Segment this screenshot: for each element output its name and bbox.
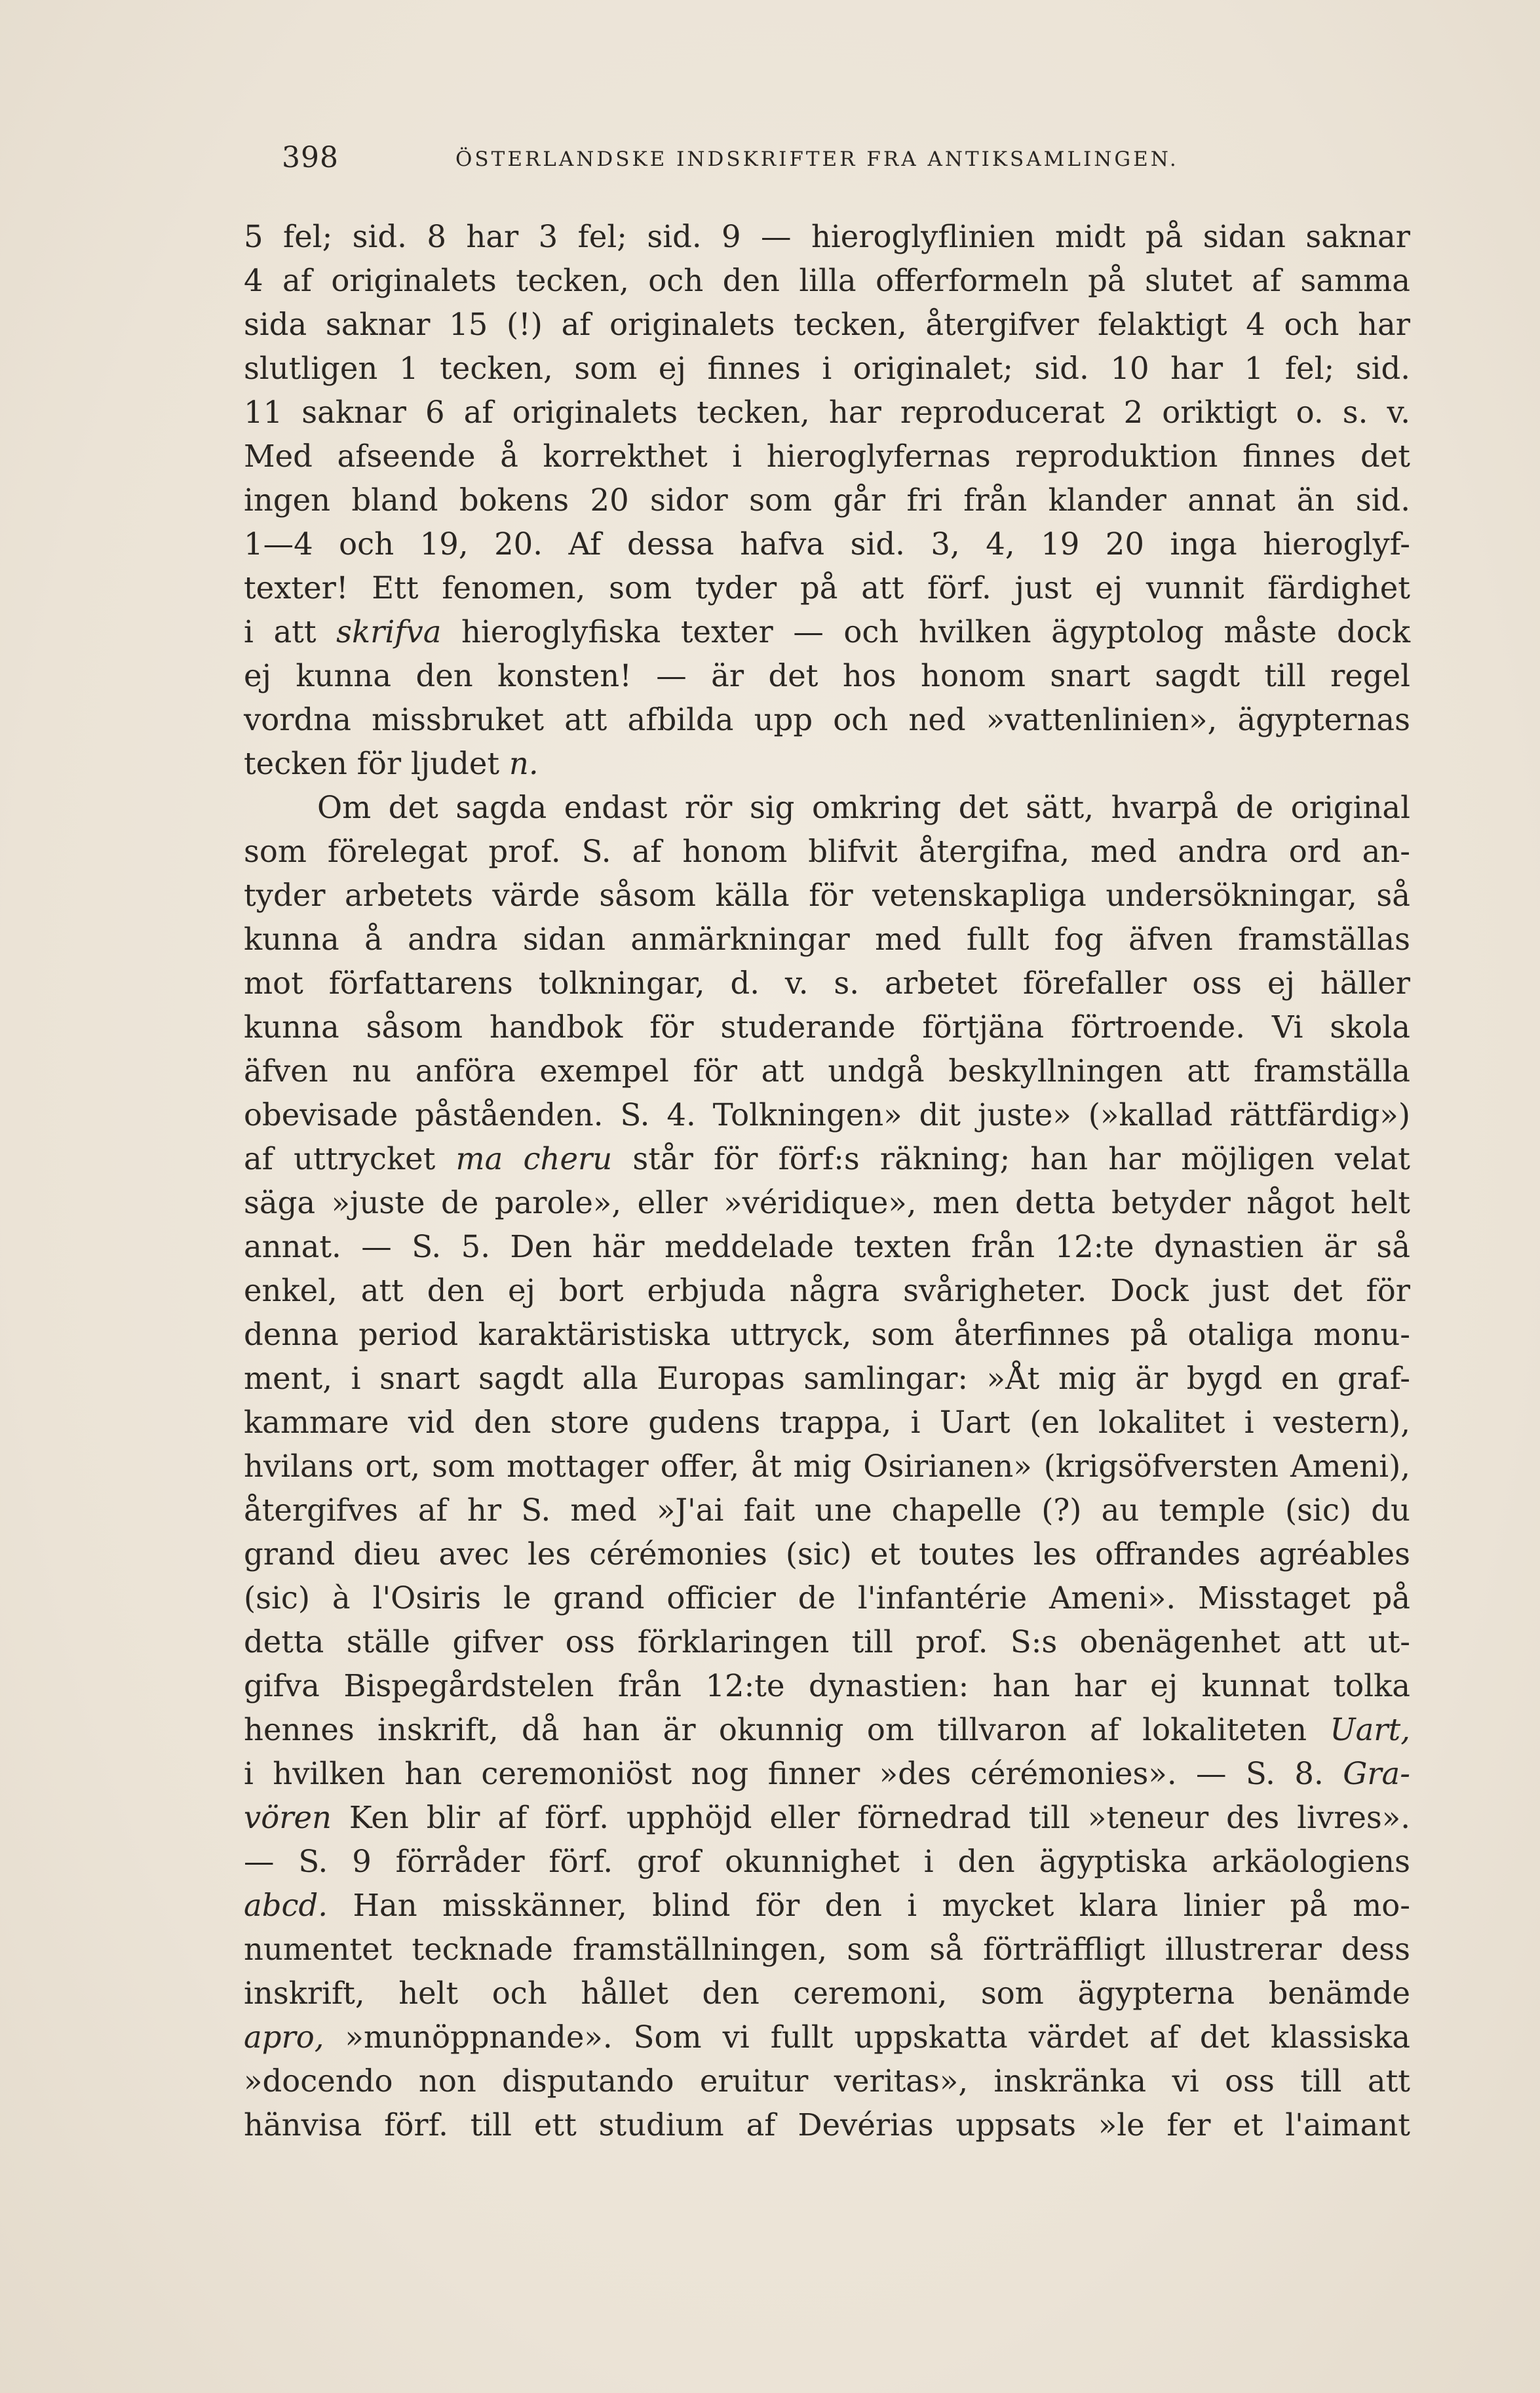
text-line: abcd. Han misskänner, blind för den i mycket klara linier på mo-: [244, 1888, 1410, 1923]
text-line: Om det sagda endast rör sig omkring det sätt, hvarpå de original: [317, 790, 1410, 825]
text-line: tyder arbetets värde såsom källa för vetenskapliga undersökningar, så: [244, 878, 1410, 913]
text-line: äfven nu anföra exempel för att undgå beskyllningen att framställa: [244, 1053, 1410, 1089]
text-line: 4 af originalets tecken, och den lilla offerformeln på slutet af samma: [244, 263, 1410, 298]
page-header: [282, 141, 1415, 180]
running-title: ÖSTERLANDSKE INDSKRIFTER FRA ANTIKSAMLINGEN.: [455, 147, 1179, 171]
text-line: säga »juste de parole», eller »véridique», men detta betyder något helt: [244, 1185, 1410, 1220]
text-line: obevisade påståenden. S. 4. Tolkningen» dit juste» (»kallad rättfärdig»): [244, 1097, 1410, 1133]
text-line: slutligen 1 tecken, som ej finnes i originalet; sid. 10 har 1 fel; sid.: [244, 351, 1410, 386]
text-line: i att skrifva hieroglyfiska texter — och hvilken ägyptolog måste dock: [244, 614, 1410, 650]
text-line: hennes inskrift, då han är okunnig om tillvaron af lokaliteten Uart,: [244, 1712, 1410, 1747]
text-line: i hvilken han ceremoniöst nog finner »des cérémonies». — S. 8. Gra-: [244, 1756, 1410, 1791]
italic-text: abcd.: [244, 1888, 328, 1923]
text-line: vören Ken blir af förf. upphöjd eller förnedrad till »teneur des livres».: [244, 1800, 1410, 1835]
text-line: — S. 9 förråder förf. grof okunnighet i den ägyptiska arkäologiens: [244, 1844, 1410, 1879]
text-line: texter! Ett fenomen, som tyder på att förf. just ej vunnit färdighet: [244, 570, 1410, 606]
text-line: kammare vid den store gudens trappa, i Uart (en lokalitet i vestern),: [244, 1405, 1410, 1440]
text-line: tecken för ljudet n.: [244, 746, 539, 781]
text-line: 11 saknar 6 af originalets tecken, har reproducerat 2 oriktigt o. s. v.: [244, 395, 1410, 430]
italic-text: Uart,: [1330, 1712, 1410, 1747]
text-line: detta ställe gifver oss förklaringen till prof. S:s obenägenhet att ut-: [244, 1624, 1410, 1660]
text-line: återgifves af hr S. med »J'ai fait une chapelle (?) au temple (sic) du: [244, 1492, 1410, 1528]
text-line: Med afseende å korrekthet i hieroglyfernas reproduktion finnes det: [244, 438, 1410, 474]
text-line: »docendo non disputando eruitur veritas», inskränka vi oss till att: [244, 2063, 1410, 2099]
text-line: gifva Bispegårdstelen från 12:te dynastien: han har ej kunnat tolka: [244, 1668, 1410, 1703]
text-line: enkel, att den ej bort erbjuda några svårigheter. Dock just det för: [244, 1273, 1410, 1308]
italic-text: apro,: [244, 2019, 324, 2055]
text-line: inskrift, helt och hållet den ceremoni, som ägypterna benämde: [244, 1975, 1410, 2011]
text-line: ment, i snart sagdt alla Europas samlingar: »Åt mig är bygd en graf-: [244, 1361, 1410, 1396]
text-line: af uttrycket ma cheru står för förf:s räkning; han har möjligen velat: [244, 1141, 1410, 1177]
text-line: grand dieu avec les cérémonies (sic) et toutes les offrandes agréables: [244, 1536, 1410, 1572]
text-line: mot författarens tolkningar, d. v. s. arbetet förefaller oss ej häller: [244, 965, 1410, 1001]
text-line: sida saknar 15 (!) af originalets tecken, återgifver felaktigt 4 och har: [244, 307, 1410, 342]
text-line: kunna å andra sidan anmärkningar med fullt fog äfven framställas: [244, 922, 1410, 957]
text-line: 5 fel; sid. 8 har 3 fel; sid. 9 — hieroglyflinien midt på sidan saknar: [244, 219, 1410, 254]
text-line: hänvisa förf. till ett studium af Devérias uppsats »le fer et l'aimant: [244, 2107, 1410, 2143]
text-line: hvilans ort, som mottager offer, åt mig Osirianen» (krigsöfversten Ameni),: [244, 1449, 1410, 1484]
text-line: denna period karaktäristiska uttryck, som återfinnes på otaliga monu-: [244, 1317, 1410, 1352]
text-line: annat. — S. 5. Den här meddelade texten från 12:te dynastien är så: [244, 1229, 1410, 1264]
body-text: [244, 215, 1410, 2147]
text-line: ej kunna den konsten! — är det hos honom snart sagdt till regel: [244, 658, 1410, 693]
italic-text: skrifva: [336, 614, 442, 650]
text-line: apro, »munöppnande». Som vi fullt uppskatta värdet af det klassiska: [244, 2019, 1410, 2055]
text-line: (sic) à l'Osiris le grand officier de l'infantérie Ameni». Misstaget på: [244, 1580, 1410, 1616]
text-line: numentet tecknade framställningen, som så förträffligt illustrerar dess: [244, 1932, 1410, 1967]
text-line: 1—4 och 19, 20. Af dessa hafva sid. 3, 4, 19 20 inga hieroglyf-: [244, 526, 1410, 562]
text-line: kunna såsom handbok för studerande förtjäna förtroende. Vi skola: [244, 1009, 1410, 1045]
italic-text: vören: [244, 1800, 332, 1835]
text-line: vordna missbruket att afbilda upp och ned »vattenlinien», ägypternas: [244, 702, 1410, 737]
page-number: 398: [282, 141, 339, 174]
text-line: ingen bland bokens 20 sidor som går fri från klander annat än sid.: [244, 482, 1410, 518]
italic-text: n.: [509, 746, 539, 781]
italic-text: Gra-: [1343, 1756, 1410, 1791]
italic-text: ma cheru: [455, 1141, 613, 1177]
text-line: som förelegat prof. S. af honom blifvit återgifna, med andra ord an-: [244, 834, 1410, 869]
